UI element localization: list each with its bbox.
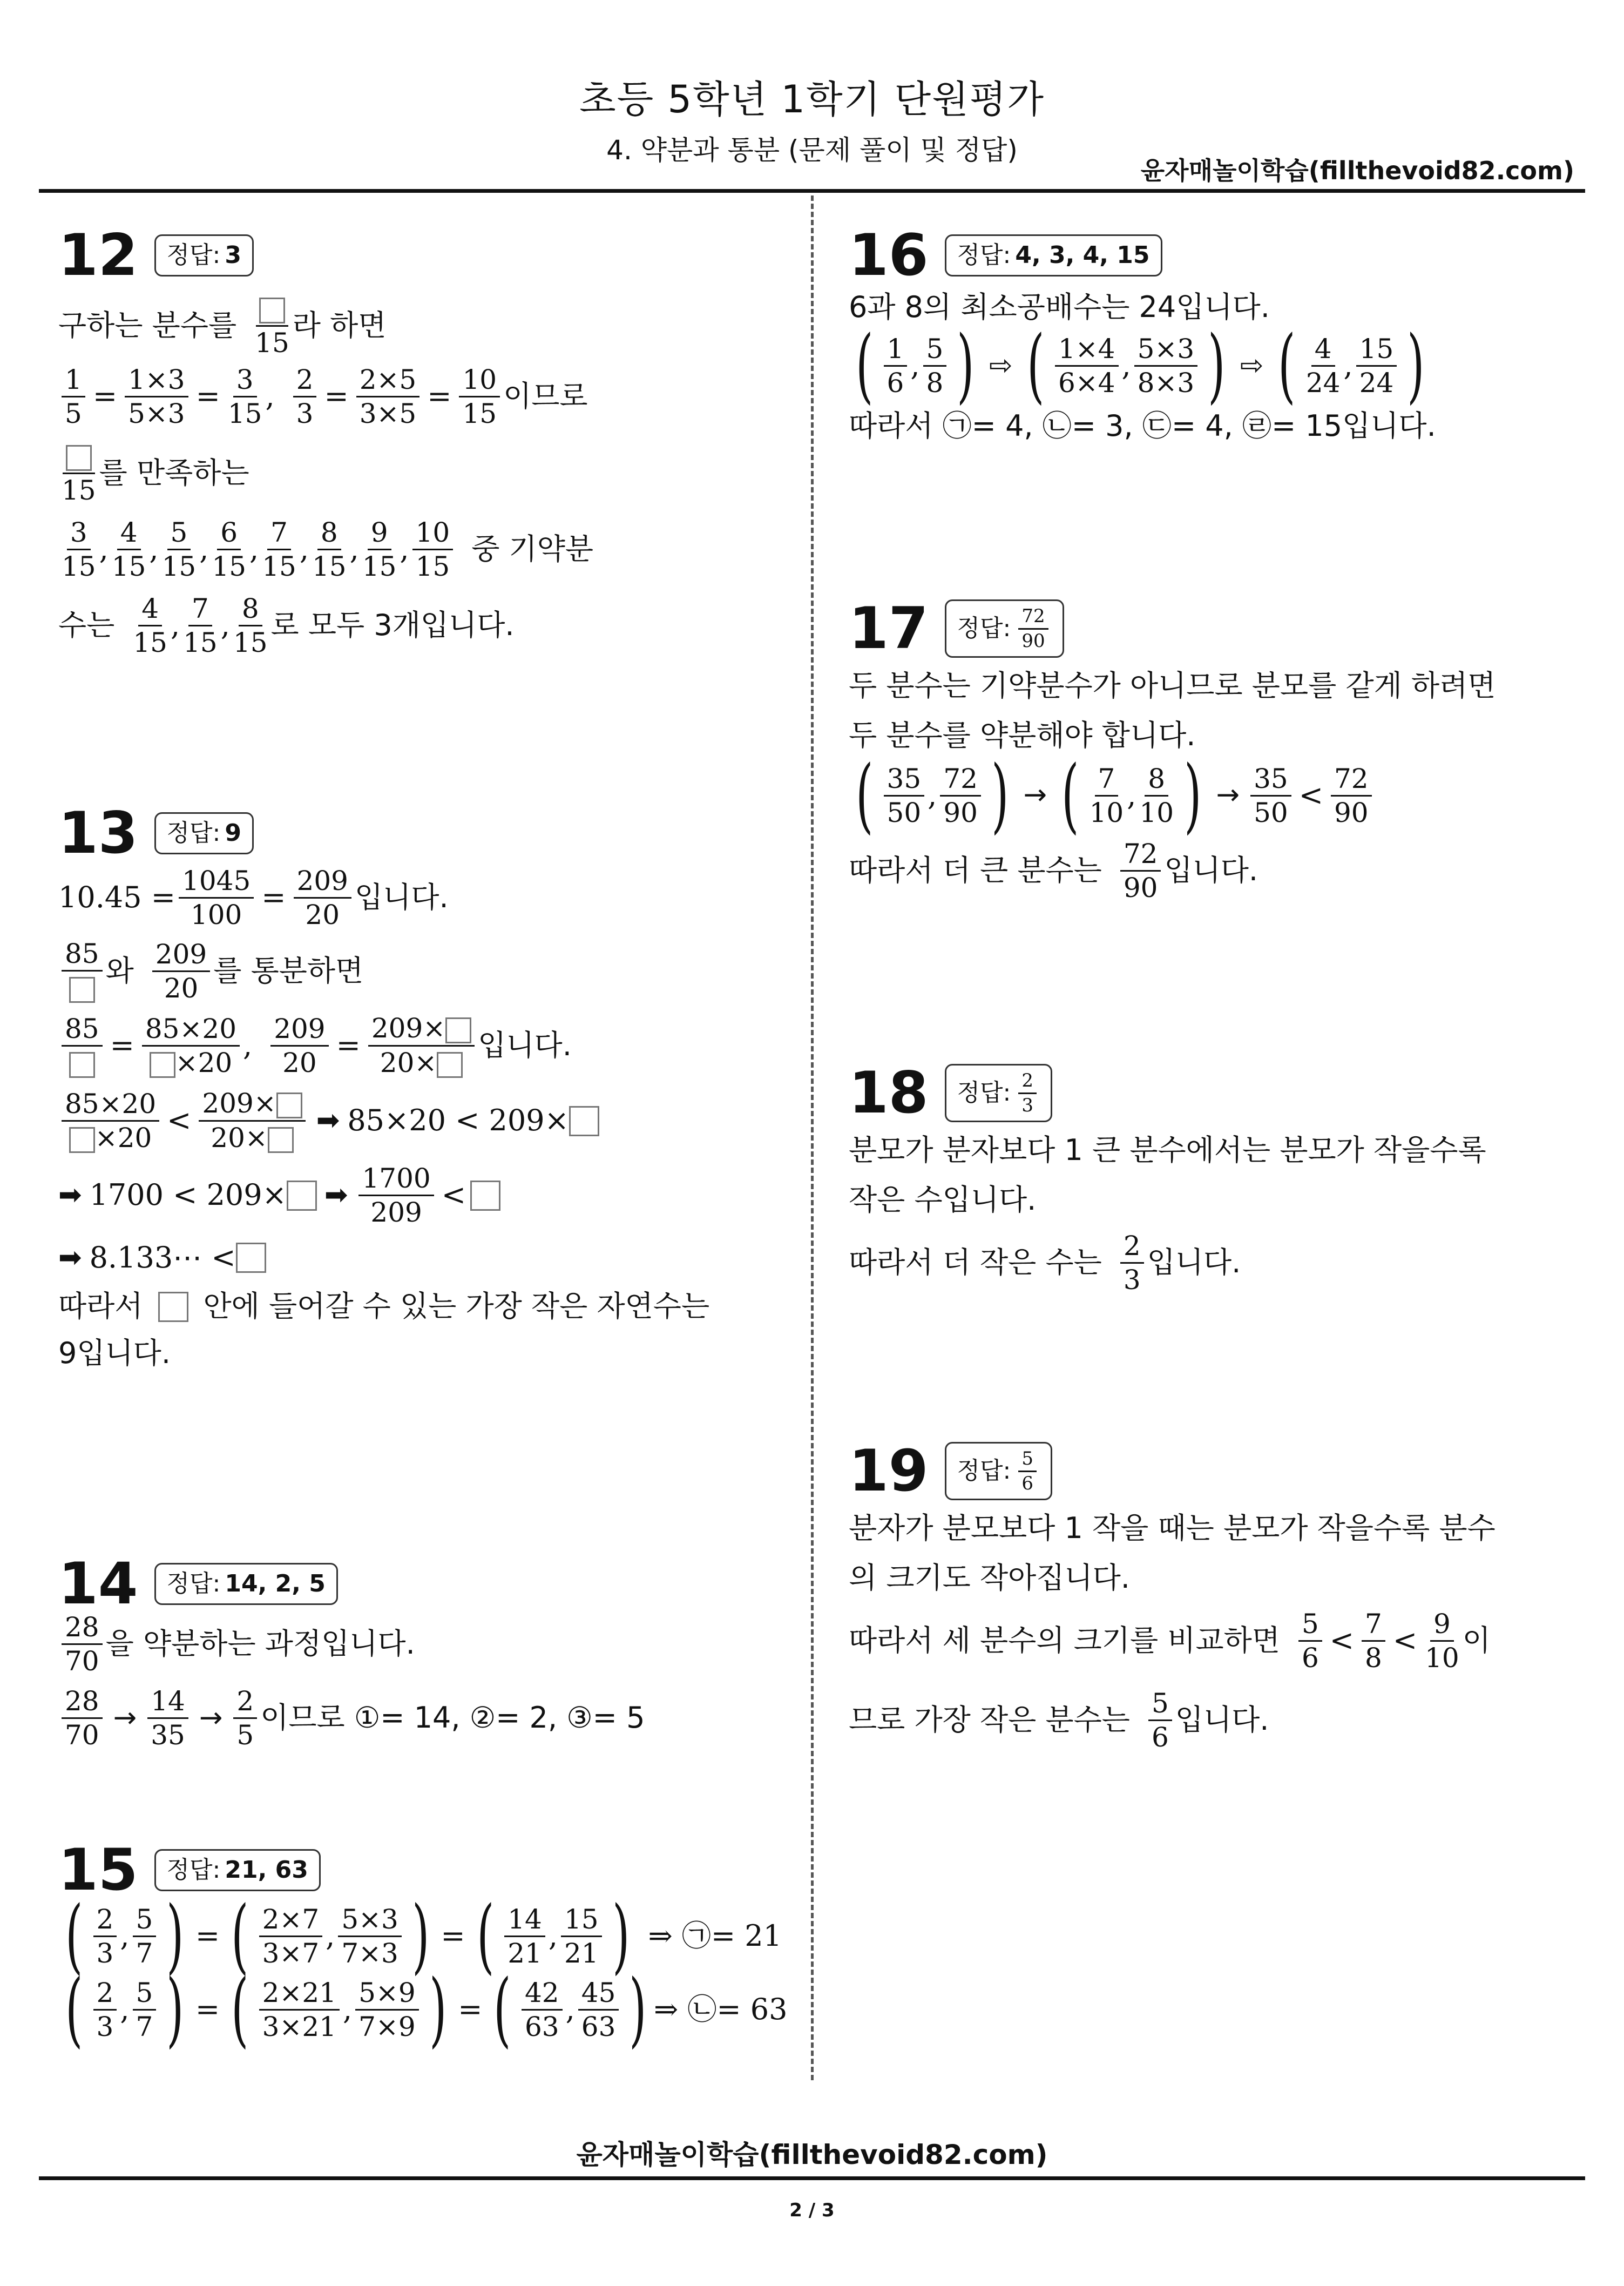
question-number: 12: [58, 222, 138, 288]
question-number: 16: [849, 222, 929, 288]
question-number: 18: [849, 1060, 929, 1127]
question-14: 14 정답: 14, 2, 5 $\frac{28}{70}$ 을 약분하는 과정입니다. $\frac{28}{70}$ → $\frac{14}{35}$ → $\frac{2}{5}$ 이므로 ①= 14, ②= 2, ③= 5: [58, 1550, 645, 1751]
answer-badge: 정답: 14, 2, 5: [154, 1563, 338, 1606]
question-number: 14: [58, 1550, 138, 1617]
question-12: 12 정답: 3 구하는 분수를 15 라 하면 $\frac{1}{5}$ = $\frac{1\times 3}{5\times 3}$ = $\frac{3}{15}$ , $\frac{2}{3}$ = $\frac{2\times 5}{3\times 5}$ = $\frac{10}{15}$ 이므로 15 를 만족하는 $\frac{3}{15}$ , $\frac{4}{15}$ , $\frac{5}{15}$ , $\frac{6}{15}$ , $\frac{7}{15}$ , $\frac{8}{15}$ , $\frac{9}{15}$ , $\frac{10}{15}$ 중 기약분 수는 $\frac{4}{15}$ , $\frac{7}{15}$ , $\frac{8}{15}$ 로 모두 3개입니다.: [58, 222, 594, 658]
page-subtitle: 4. 약분과 통분 (문제 풀이 및 정답): [606, 134, 1018, 166]
question-number: 17: [849, 595, 929, 662]
question-number: 15: [58, 1837, 138, 1903]
answer-badge: 정답: $\frac{72}{90}$: [945, 599, 1064, 658]
page-title: 초등 5학년 1학기 단원평가: [579, 77, 1045, 122]
column-divider: [811, 195, 814, 2080]
header-brand: 윤자매놀이학습(fillthevoid82.com): [1140, 156, 1574, 185]
question-18: 18 정답: $\frac{2}{3}$ 분모가 분자보다 1 큰 분수에서는 분모가 작을수록 작은 수입니다. 따라서 더 작은 수는 $\frac{2}{3}$ 입니다.: [849, 1060, 1486, 1296]
footer-brand: 윤자매놀이학습(fillthevoid82.com): [576, 2139, 1048, 2170]
answer-badge: 정답: 3: [154, 234, 254, 277]
question-15: 15 정답: 21, 63 ( $\frac{2}{3}$ , $\frac{5}{7}$ ) = ( $\frac{2\times 7}{3\times 7}$ , $\frac{5\times 3}{7\times 3}$ ) = ( $\frac{14}{21}$ , $\frac{15}{21}$ ) ⇒ ㉠= 21 ( $\frac{2}{3}$ , $\frac{5}{7}$ ) = ( $\frac{2\times 21}{3\times 21}$ , $\frac{5\times 9}{7\times 9}$ ) = ( $\frac{42}{63}$ , $\frac{45}{63}$ ) ⇒ ㉡= 63: [58, 1837, 788, 2056]
question-19: 19 정답: $\frac{5}{6}$ 분자가 분모보다 1 작을 때는 분모가 작을수록 분수 의 크기도 작아집니다. 따라서 세 분수의 크기를 비교하면 $\frac{5}{6}$ < $\frac{7}{8}$ < $\frac{9}{10}$ 이 므로 가장 작은 분수는 $\frac{5}{6}$ 입니다.: [849, 1438, 1496, 1754]
question-13: 13 정답: 9 10.45 = $\frac{1045}{100}$ = $\frac{209}{20}$ 입니다. 85 와 $\frac{209}{20}$ 를 통분하면 85 = $\frac{85\times 20}{\times 20}$ , $\frac{209}{20}$ = $\frac{209\times}{20\times}$ 입니다. $\frac{85\times 20}{\times 20}$ < $\frac{209\times}{20\times}$ ➡ 85×20 < 209× ➡ 1700 < 209× ➡ $\frac{1700}{209}$ < ➡ 8.133⋯ < 따라서 안에 들어갈 수 있는 가장 작은 자연수는 9입니다.: [58, 800, 710, 1370]
answer-badge: 정답: $\frac{5}{6}$: [945, 1442, 1052, 1500]
answer-badge: 정답: 9: [154, 812, 254, 855]
page-number: 2 / 3: [789, 2200, 835, 2221]
answer-badge: 정답: 4, 3, 4, 15: [945, 234, 1162, 277]
header-rule: [39, 189, 1585, 193]
question-number: 19: [849, 1438, 929, 1505]
question-16: 16 정답: 4, 3, 4, 15 6과 8의 최소공배수는 24입니다. ( $\frac{1}{6}$ , $\frac{5}{8}$ ) ⇨ ( $\frac{1\times 4}{6\times 4}$ , $\frac{5\times 3}{8\times 3}$ ) ⇨ ( $\frac{4}{24}$ , $\frac{15}{24}$ ) 따라서 ㉠= 4, ㉡= 3, ㉢= 4, ㉣= 15입니다.: [849, 222, 1436, 443]
answer-badge: 정답: 21, 63: [154, 1849, 321, 1892]
answer-badge: 정답: $\frac{2}{3}$: [945, 1064, 1052, 1122]
fraction: 15: [255, 294, 289, 358]
footer-rule: [39, 2176, 1585, 2180]
question-17: 17 정답: $\frac{72}{90}$ 두 분수는 기약분수가 아니므로 분모를 같게 하려면 두 분수를 약분해야 합니다. ( $\frac{35}{50}$ , $\frac{72}{90}$ ) → ( $\frac{7}{10}$ , $\frac{8}{10}$ ) → $\frac{35}{50}$ < $\frac{72}{90}$ 따라서 더 큰 분수는 $\frac{72}{90}$ 입니다.: [849, 595, 1496, 904]
question-number: 13: [58, 800, 138, 866]
